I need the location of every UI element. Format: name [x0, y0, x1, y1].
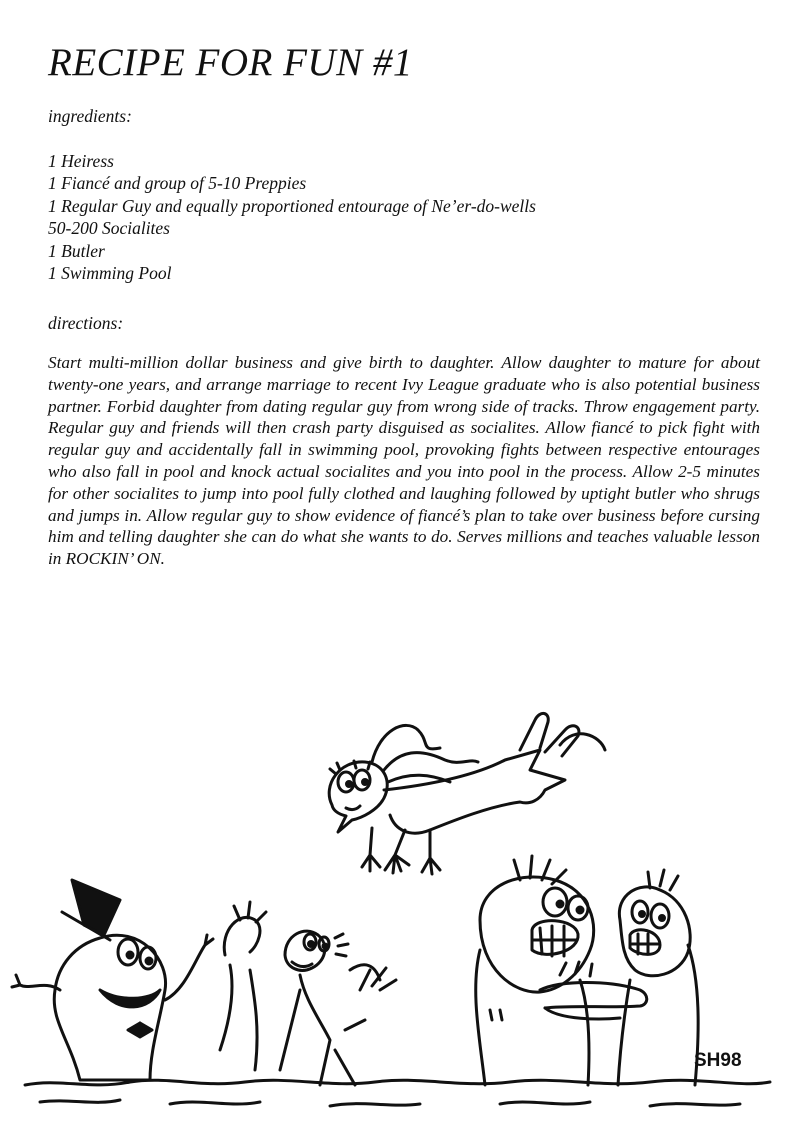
- directions-paragraph: Start multi-million dollar business and give birth to daughter. Allow daughter to mature for about twenty-one years, and arrange marriage to recent Ivy League graduate who is also potential business partner. Forbid daughter from dating regular guy from wrong side of tracks. Throw engagement party. Regular guy and friends will then crash party disguised as socialites. Allow fiancé to pick fight with regular guy and accidentally fall in swimming pool, provoking fights between respective entourages who also fall in pool and knock actual socialites and you into pool in the process. Allow 2-5 minutes for other socialites to jump into pool fully clothed and laughing followed by uptight butler who shrugs and jumps in. Allow regular guy to show evidence of fiancé’s plan to take over business before cursing him and telling daughter she can do what she wants to do. Serves millions and teaches valuable lesson in ROCKIN’ ON.: [48, 353, 760, 569]
- artist-signature: SH98: [694, 1050, 742, 1071]
- ingredient-item: 1 Butler: [48, 240, 105, 261]
- ingredients-label: ingredients:: [48, 106, 132, 126]
- ingredient-list: [48, 150, 536, 284]
- crowd-figures-drawing: [220, 902, 396, 1085]
- pool-water-drawing: [25, 1080, 770, 1106]
- ingredient-item: 50-200 Socialites: [48, 218, 170, 239]
- directions-label: directions:: [48, 313, 124, 333]
- flying-woman-drawing: [329, 713, 605, 874]
- page-title: RECIPE FOR FUN #1: [48, 41, 413, 84]
- fighting-guys-drawing: [476, 856, 698, 1085]
- ingredient-item: 1 Regular Guy and equally proportioned entourage of Ne’er-do-wells: [48, 195, 536, 216]
- ingredient-item: 1 Fiancé and group of 5-10 Preppies: [48, 173, 307, 194]
- pool-party-cartoon: [0, 690, 800, 1129]
- ingredient-item: 1 Heiress: [48, 151, 114, 171]
- ingredient-item: 1 Swimming Pool: [48, 263, 172, 284]
- butler-drawing: [12, 880, 213, 1080]
